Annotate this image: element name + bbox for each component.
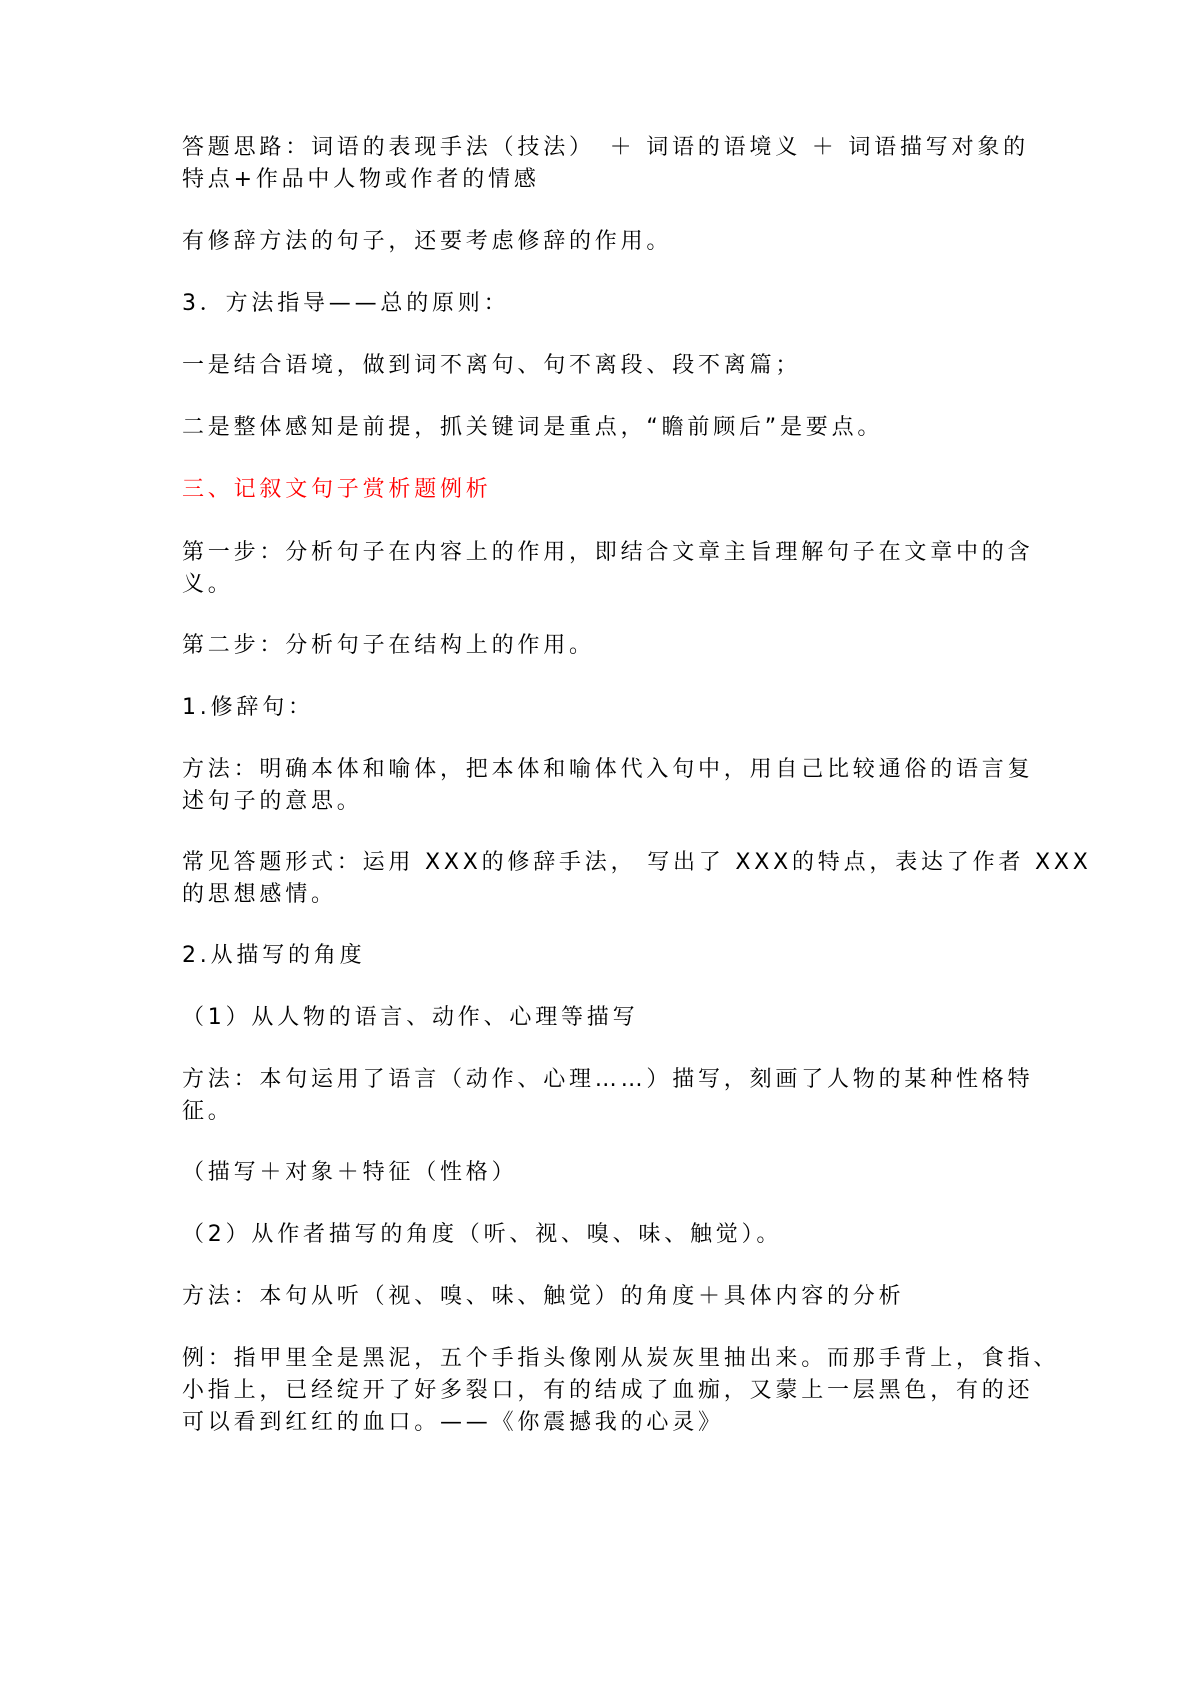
rhetoric-method-line-1: 方法：明确本体和喻体，把本体和喻体代入句中，用自己比较通俗的语言复 (182, 757, 1034, 782)
example-line-2: 小指上，已经绽开了好多裂口，有的结成了血痂，又蒙上一层黑色，有的还 (182, 1378, 1034, 1403)
answer-form-line-2: 的思想感情。 (182, 882, 337, 907)
principle-one: 一是结合语境，做到词不离句、句不离段、段不离篇； (182, 353, 802, 378)
rhetoric-method-line-2: 述句子的意思。 (182, 789, 363, 814)
answer-approach-line-1: 答题思路：词语的表现手法（技法） ＋ 词语的语境义 ＋ 词语描写对象的 (182, 135, 1029, 160)
description-formula: （描写＋对象＋特征（性格） (182, 1160, 518, 1185)
answer-form-line-1: 常见答题形式：运用 XXX的修辞手法， 写出了 XXX的特点，表达了作者 XXX (182, 850, 1092, 875)
character-method-line-2: 征。 (182, 1099, 234, 1124)
step-one-line-2: 义。 (182, 572, 234, 597)
description-heading: 2.从描写的角度 (182, 943, 366, 968)
principle-two: 二是整体感知是前提，抓关键词是重点，“瞻前顾后”是要点。 (182, 415, 884, 440)
section-heading: 三、记叙文句子赏析题例析 (182, 477, 492, 502)
rhetoric-note: 有修辞方法的句子，还要考虑修辞的作用。 (182, 229, 673, 254)
answer-approach-line-2: 特点+作品中人物或作者的情感 (182, 167, 540, 192)
step-one-line-1: 第一步：分析句子在内容上的作用，即结合文章主旨理解句子在文章中的含 (182, 540, 1034, 565)
character-description-heading: （1）从人物的语言、动作、心理等描写 (182, 1005, 639, 1030)
sense-description-heading: （2）从作者描写的角度（听、视、嗅、味、触觉）。 (182, 1222, 783, 1247)
character-method-line-1: 方法：本句运用了语言（动作、心理……）描写，刻画了人物的某种性格特 (182, 1067, 1034, 1092)
step-two: 第二步：分析句子在结构上的作用。 (182, 633, 595, 658)
rhetoric-heading: 1.修辞句： (182, 695, 314, 720)
sense-method: 方法：本句从听（视、嗅、味、触觉）的角度＋具体内容的分析 (182, 1284, 905, 1309)
method-guide-heading: 3．方法指导——总的原则： (182, 291, 510, 316)
example-line-3: 可以看到红红的血口。——《你震撼我的心灵》 (182, 1410, 724, 1435)
example-line-1: 例：指甲里全是黑泥，五个手指头像刚从炭灰里抽出来。而那手背上，食指、 (182, 1346, 1060, 1371)
